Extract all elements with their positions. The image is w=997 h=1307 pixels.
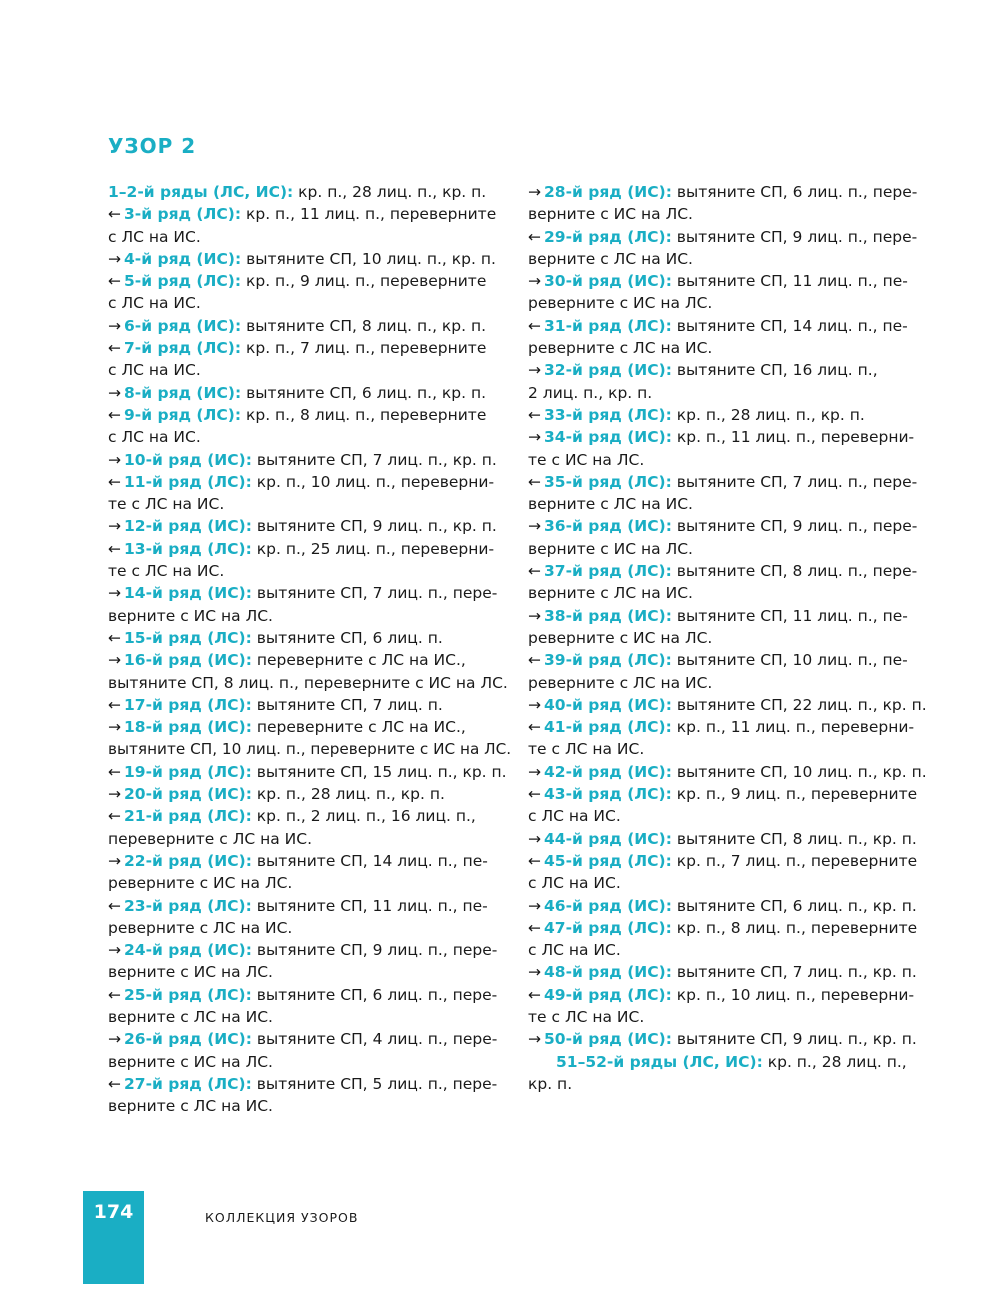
row-label: 14-й ряд (ИС): — [124, 584, 252, 603]
row-text: вытяните СП, 14 лиц. п., пе- — [251, 851, 488, 870]
row-text: вытяните СП, 8 лиц. п., переверните с ИС на ЛС. — [108, 673, 508, 692]
row-text: верните с ЛС на ИС. — [528, 584, 693, 603]
arrow-right-icon: → — [528, 1030, 541, 1049]
row-text: реверните с ЛС на ИС. — [108, 918, 293, 937]
row-instruction — [528, 917, 933, 939]
arrow-left-icon: ← — [108, 985, 121, 1004]
row-label: 32-й ряд (ИС): — [544, 361, 672, 380]
row-text: вытяните СП, 6 лиц. п. — [251, 628, 443, 647]
row-text: реверните с ЛС на ИС. — [528, 673, 713, 692]
row-label: 29-й ряд (ЛС): — [544, 227, 672, 246]
arrow-left-icon: ← — [528, 985, 541, 1004]
row-instruction — [528, 1051, 933, 1073]
row-instruction — [528, 315, 933, 337]
row-instruction — [528, 716, 933, 738]
row-instruction-continuation — [108, 226, 513, 248]
row-label: 48-й ряд (ИС): — [544, 963, 672, 982]
row-instruction-continuation — [108, 560, 513, 582]
row-instruction-continuation — [108, 872, 513, 894]
arrow-right-icon: → — [528, 361, 541, 380]
arrow-left-icon: ← — [108, 339, 121, 358]
row-instruction — [528, 761, 933, 783]
arrow-left-icon: ← — [528, 405, 541, 424]
row-instruction — [108, 1028, 513, 1050]
row-label: 46-й ряд (ИС): — [544, 896, 672, 915]
row-text: кр. п., 28 лиц. п., кр. п. — [251, 785, 445, 804]
row-instruction — [528, 270, 933, 292]
row-label: 49-й ряд (ЛС): — [544, 985, 672, 1004]
row-label: 39-й ряд (ЛС): — [544, 651, 672, 670]
page-number-box — [83, 1191, 144, 1284]
row-instruction — [108, 404, 513, 426]
row-text: те с ЛС на ИС. — [528, 1007, 645, 1026]
row-text: реверните с ИС на ЛС. — [528, 294, 713, 313]
row-text: вытяните СП, 7 лиц. п., пере- — [251, 584, 498, 603]
arrow-right-icon: → — [528, 517, 541, 536]
row-instruction-continuation — [528, 672, 933, 694]
arrow-left-icon: ← — [108, 896, 121, 915]
row-instruction — [108, 181, 513, 203]
row-text: реверните с ЛС на ИС. — [528, 339, 713, 358]
row-text: переверните с ЛС на ИС. — [108, 829, 313, 848]
row-text: кр. п., 28 лиц. п., кр. п. — [293, 183, 487, 201]
row-instruction-continuation — [108, 359, 513, 381]
row-label: 30-й ряд (ИС): — [544, 272, 672, 291]
row-text: вытяните СП, 15 лиц. п., кр. п. — [251, 762, 507, 781]
row-instruction — [528, 828, 933, 850]
row-label: 41-й ряд (ЛС): — [544, 718, 672, 737]
arrow-right-icon: → — [528, 606, 541, 625]
arrow-left-icon: ← — [108, 1074, 121, 1093]
row-instruction — [108, 694, 513, 716]
row-label: 43-й ряд (ЛС): — [544, 785, 672, 804]
row-instruction — [528, 783, 933, 805]
row-text: верните с ИС на ЛС. — [528, 205, 693, 224]
pattern-heading: УЗОР 2 — [108, 134, 197, 158]
row-text: вытяните СП, 9 лиц. п., пере- — [671, 517, 918, 536]
arrow-right-icon: → — [108, 517, 121, 536]
row-text: вытяните СП, 7 лиц. п., кр. п. — [251, 450, 497, 469]
arrow-left-icon: ← — [108, 628, 121, 647]
arrow-left-icon: ← — [108, 472, 121, 491]
row-instruction-continuation — [108, 493, 513, 515]
arrow-right-icon: → — [528, 762, 541, 781]
row-instruction — [528, 471, 933, 493]
row-instruction-continuation — [108, 1095, 513, 1117]
row-text: кр. п. — [528, 1074, 573, 1093]
row-text: вытяните СП, 16 лиц. п., — [671, 361, 878, 380]
arrow-left-icon: ← — [108, 205, 121, 224]
row-instruction-continuation — [528, 337, 933, 359]
row-text: вытяните СП, 9 лиц. п., кр. п. — [671, 1030, 917, 1049]
arrow-left-icon: ← — [108, 807, 121, 826]
row-instruction-continuation — [108, 738, 513, 760]
row-label: 24-й ряд (ИС): — [124, 941, 252, 960]
row-instruction — [108, 248, 513, 270]
arrow-left-icon: ← — [528, 718, 541, 737]
row-instruction — [108, 449, 513, 471]
row-label: 3-й ряд (ЛС): — [124, 205, 242, 224]
row-instruction-continuation — [528, 292, 933, 314]
row-text: верните с ИС на ЛС. — [108, 963, 273, 982]
row-text: переверните с ЛС на ИС., — [251, 651, 466, 670]
instructions-column-left — [108, 181, 513, 1117]
row-label: 20-й ряд (ИС): — [124, 785, 252, 804]
row-label: 31-й ряд (ЛС): — [544, 316, 672, 335]
arrow-right-icon: → — [528, 896, 541, 915]
row-label: 26-й ряд (ИС): — [124, 1030, 252, 1049]
row-text: вытяните СП, 10 лиц. п., кр. п. — [671, 762, 927, 781]
row-label: 7-й ряд (ЛС): — [124, 339, 242, 358]
row-instruction — [108, 582, 513, 604]
arrow-left-icon: ← — [108, 272, 121, 291]
row-label: 18-й ряд (ИС): — [124, 718, 252, 737]
row-text: те с ИС на ЛС. — [528, 450, 645, 469]
row-text: вытяните СП, 5 лиц. п., пере- — [251, 1074, 498, 1093]
row-instruction-continuation — [528, 627, 933, 649]
row-label: 9-й ряд (ЛС): — [124, 405, 242, 424]
row-label: 22-й ряд (ИС): — [124, 851, 252, 870]
row-instruction-continuation — [528, 1006, 933, 1028]
row-label: 16-й ряд (ИС): — [124, 651, 252, 670]
row-text: те с ЛС на ИС. — [108, 562, 225, 581]
row-text: вытяните СП, 10 лиц. п., пе- — [671, 651, 908, 670]
row-text: вытяните СП, 11 лиц. п., пе- — [671, 606, 908, 625]
row-text: кр. п., 11 лиц. п., переверни- — [671, 718, 915, 737]
row-text: кр. п., 9 лиц. п., переверните — [241, 272, 487, 291]
row-label: 21-й ряд (ЛС): — [124, 807, 252, 826]
row-instruction — [528, 359, 933, 381]
row-label: 15-й ряд (ЛС): — [124, 628, 252, 647]
row-instruction-continuation — [528, 1073, 933, 1095]
arrow-left-icon: ← — [528, 851, 541, 870]
arrow-right-icon: → — [528, 272, 541, 291]
row-instruction-continuation — [528, 939, 933, 961]
row-label: 36-й ряд (ИС): — [544, 517, 672, 536]
row-instruction — [108, 471, 513, 493]
arrow-left-icon: ← — [528, 785, 541, 804]
row-instruction-continuation — [528, 582, 933, 604]
row-instruction — [108, 805, 513, 827]
row-text: вытяните СП, 7 лиц. п. — [251, 695, 443, 714]
row-text: кр. п., 25 лиц. п., переверни- — [251, 539, 495, 558]
row-text: те с ЛС на ИС. — [528, 740, 645, 759]
row-label: 5-й ряд (ЛС): — [124, 272, 242, 291]
arrow-right-icon: → — [108, 785, 121, 804]
arrow-left-icon: ← — [528, 227, 541, 246]
row-instruction-continuation — [108, 672, 513, 694]
row-text: кр. п., 7 лиц. п., переверните — [241, 339, 487, 358]
row-label: 45-й ряд (ЛС): — [544, 851, 672, 870]
row-instruction — [108, 1073, 513, 1095]
arrow-left-icon: ← — [528, 651, 541, 670]
row-instruction — [528, 560, 933, 582]
row-text: вытяните СП, 4 лиц. п., пере- — [251, 1030, 498, 1049]
arrow-right-icon: → — [108, 1030, 121, 1049]
row-label: 50-й ряд (ИС): — [544, 1030, 672, 1049]
row-text: верните с ЛС на ИС. — [108, 1097, 273, 1116]
row-instruction — [528, 649, 933, 671]
row-instruction — [528, 605, 933, 627]
row-text: реверните с ИС на ЛС. — [108, 874, 293, 893]
row-text: вытяните СП, 9 лиц. п., пере- — [251, 941, 498, 960]
row-instruction — [528, 694, 933, 716]
row-instruction — [108, 984, 513, 1006]
row-text: реверните с ИС на ЛС. — [528, 628, 713, 647]
footer-section-title: КОЛЛЕКЦИЯ УЗОРОВ — [205, 1210, 359, 1225]
row-instruction — [108, 337, 513, 359]
arrow-left-icon: ← — [108, 539, 121, 558]
row-instruction-continuation — [528, 248, 933, 270]
row-instruction-continuation — [528, 872, 933, 894]
row-instruction-continuation — [528, 493, 933, 515]
row-text: вытяните СП, 8 лиц. п., кр. п. — [671, 829, 917, 848]
row-label: 19-й ряд (ЛС): — [124, 762, 252, 781]
row-instruction — [108, 783, 513, 805]
arrow-right-icon: → — [528, 695, 541, 714]
row-instruction — [108, 939, 513, 961]
row-instruction — [528, 426, 933, 448]
row-text: кр. п., 28 лиц. п., кр. п. — [671, 405, 865, 424]
row-label: 44-й ряд (ИС): — [544, 829, 672, 848]
row-label: 8-й ряд (ИС): — [124, 383, 242, 402]
row-instruction — [108, 203, 513, 225]
arrow-right-icon: → — [528, 183, 541, 201]
row-text: вытяните СП, 10 лиц. п., кр. п. — [241, 249, 496, 268]
row-instruction-continuation — [528, 805, 933, 827]
row-instruction — [528, 181, 933, 203]
row-label: 33-й ряд (ЛС): — [544, 405, 672, 424]
row-text: верните с ЛС на ИС. — [108, 1007, 273, 1026]
row-text: верните с ИС на ЛС. — [108, 1052, 273, 1071]
row-text: верните с ЛС на ИС. — [528, 249, 693, 268]
row-instruction-continuation — [108, 1006, 513, 1028]
row-instruction-continuation — [528, 449, 933, 471]
row-label: 4-й ряд (ИС): — [124, 249, 242, 268]
row-text: с ЛС на ИС. — [108, 428, 201, 447]
row-instruction-continuation — [528, 538, 933, 560]
row-instruction — [108, 716, 513, 738]
row-text: вытяните СП, 6 лиц. п., пере- — [671, 183, 918, 201]
row-text: вытяните СП, 11 лиц. п., пе- — [251, 896, 488, 915]
arrow-right-icon: → — [528, 963, 541, 982]
row-instruction-continuation — [528, 382, 933, 404]
row-text: кр. п., 28 лиц. п., — [762, 1052, 907, 1071]
arrow-left-icon: ← — [108, 695, 121, 714]
arrow-left-icon: ← — [108, 405, 121, 424]
row-label: 37-й ряд (ЛС): — [544, 562, 672, 581]
row-text: кр. п., 11 лиц. п., переверните — [241, 205, 497, 224]
row-label: 28-й ряд (ИС): — [544, 183, 672, 201]
row-label: 40-й ряд (ИС): — [544, 695, 672, 714]
row-instruction-continuation — [108, 292, 513, 314]
row-instruction — [528, 850, 933, 872]
row-text: вытяните СП, 7 лиц. п., пере- — [671, 472, 918, 491]
page-number: 174 — [93, 1201, 134, 1223]
row-text: кр. п., 8 лиц. п., переверните — [671, 918, 918, 937]
arrow-right-icon: → — [108, 249, 121, 268]
row-text: с ЛС на ИС. — [108, 294, 201, 313]
row-label: 38-й ряд (ИС): — [544, 606, 672, 625]
row-text: верните с ЛС на ИС. — [528, 495, 693, 514]
row-label: 42-й ряд (ИС): — [544, 762, 672, 781]
row-text: кр. п., 11 лиц. п., переверни- — [671, 428, 915, 447]
row-instruction — [108, 649, 513, 671]
row-instruction — [108, 761, 513, 783]
arrow-right-icon: → — [108, 316, 121, 335]
row-text: кр. п., 10 лиц. п., переверни- — [251, 472, 495, 491]
row-text: вытяните СП, 6 лиц. п., кр. п. — [241, 383, 487, 402]
arrow-right-icon: → — [108, 851, 121, 870]
row-instruction — [528, 961, 933, 983]
arrow-left-icon: ← — [528, 316, 541, 335]
row-instruction — [108, 538, 513, 560]
row-label: 23-й ряд (ЛС): — [124, 896, 252, 915]
row-label: 10-й ряд (ИС): — [124, 450, 252, 469]
row-text: кр. п., 10 лиц. п., переверни- — [671, 985, 915, 1004]
row-label: 27-й ряд (ЛС): — [124, 1074, 252, 1093]
row-instruction — [108, 850, 513, 872]
row-text: те с ЛС на ИС. — [108, 495, 225, 514]
row-label: 25-й ряд (ЛС): — [124, 985, 252, 1004]
arrow-right-icon: → — [108, 383, 121, 402]
arrow-right-icon: → — [528, 428, 541, 447]
row-instruction — [108, 515, 513, 537]
row-instruction-continuation — [108, 605, 513, 627]
arrow-left-icon: ← — [528, 562, 541, 581]
row-text: вытяните СП, 6 лиц. п., кр. п. — [671, 896, 917, 915]
row-instruction — [108, 627, 513, 649]
row-label: 47-й ряд (ЛС): — [544, 918, 672, 937]
row-label: 13-й ряд (ЛС): — [124, 539, 252, 558]
row-text: вытяните СП, 9 лиц. п., пере- — [671, 227, 918, 246]
row-instruction-continuation — [108, 426, 513, 448]
row-label: 11-й ряд (ЛС): — [124, 472, 252, 491]
row-label: 6-й ряд (ИС): — [124, 316, 242, 335]
row-text: вытяните СП, 7 лиц. п., кр. п. — [671, 963, 917, 982]
row-text: вытяните СП, 8 лиц. п., пере- — [671, 562, 918, 581]
row-instruction — [528, 984, 933, 1006]
row-text: кр. п., 8 лиц. п., переверните — [241, 405, 487, 424]
arrow-right-icon: → — [108, 941, 121, 960]
row-text: с ЛС на ИС. — [108, 361, 201, 380]
row-instruction — [108, 382, 513, 404]
arrow-right-icon: → — [528, 829, 541, 848]
arrow-right-icon: → — [108, 584, 121, 603]
row-text: вытяните СП, 22 лиц. п., кр. п. — [671, 695, 927, 714]
arrow-right-icon: → — [108, 718, 121, 737]
row-instruction-continuation — [108, 828, 513, 850]
row-instruction — [108, 315, 513, 337]
row-text: 2 лиц. п., кр. п. — [528, 383, 653, 402]
row-text: кр. п., 2 лиц. п., 16 лиц. п., — [251, 807, 476, 826]
row-instruction — [108, 270, 513, 292]
row-label: 51–52-й ряды (ЛС, ИС): — [556, 1052, 763, 1071]
arrow-right-icon: → — [108, 450, 121, 469]
instructions-column-right — [528, 181, 933, 1095]
row-instruction — [528, 895, 933, 917]
row-text: вытяните СП, 8 лиц. п., кр. п. — [241, 316, 487, 335]
row-label: 12-й ряд (ИС): — [124, 517, 252, 536]
row-label: 34-й ряд (ИС): — [544, 428, 672, 447]
row-text: верните с ИС на ЛС. — [528, 539, 693, 558]
row-text: кр. п., 7 лиц. п., переверните — [671, 851, 918, 870]
arrow-right-icon: → — [108, 651, 121, 670]
row-instruction — [528, 1028, 933, 1050]
row-instruction-continuation — [108, 917, 513, 939]
row-label: 17-й ряд (ЛС): — [124, 695, 252, 714]
row-text: вытяните СП, 11 лиц. п., пе- — [671, 272, 908, 291]
row-text: с ЛС на ИС. — [108, 227, 201, 246]
row-label: 35-й ряд (ЛС): — [544, 472, 672, 491]
row-instruction-continuation — [108, 1051, 513, 1073]
row-text: переверните с ЛС на ИС., — [251, 718, 466, 737]
arrow-left-icon: ← — [528, 472, 541, 491]
row-instruction — [528, 226, 933, 248]
arrow-left-icon: ← — [108, 762, 121, 781]
row-instruction — [528, 404, 933, 426]
row-text: вытяните СП, 10 лиц. п., переверните с ИС на ЛС. — [108, 740, 512, 759]
row-text: вытяните СП, 6 лиц. п., пере- — [251, 985, 498, 1004]
row-text: верните с ИС на ЛС. — [108, 606, 273, 625]
row-text: вытяните СП, 9 лиц. п., кр. п. — [251, 517, 497, 536]
row-text: вытяните СП, 14 лиц. п., пе- — [671, 316, 908, 335]
row-instruction — [528, 515, 933, 537]
row-text: с ЛС на ИС. — [528, 874, 621, 893]
row-text: с ЛС на ИС. — [528, 941, 621, 960]
row-instruction-continuation — [108, 961, 513, 983]
row-instruction-continuation — [528, 738, 933, 760]
row-text: кр. п., 9 лиц. п., переверните — [671, 785, 918, 804]
row-instruction-continuation — [528, 203, 933, 225]
arrow-left-icon: ← — [528, 918, 541, 937]
row-label: 1–2-й ряды (ЛС, ИС): — [108, 183, 294, 201]
row-text: с ЛС на ИС. — [528, 807, 621, 826]
row-instruction — [108, 895, 513, 917]
